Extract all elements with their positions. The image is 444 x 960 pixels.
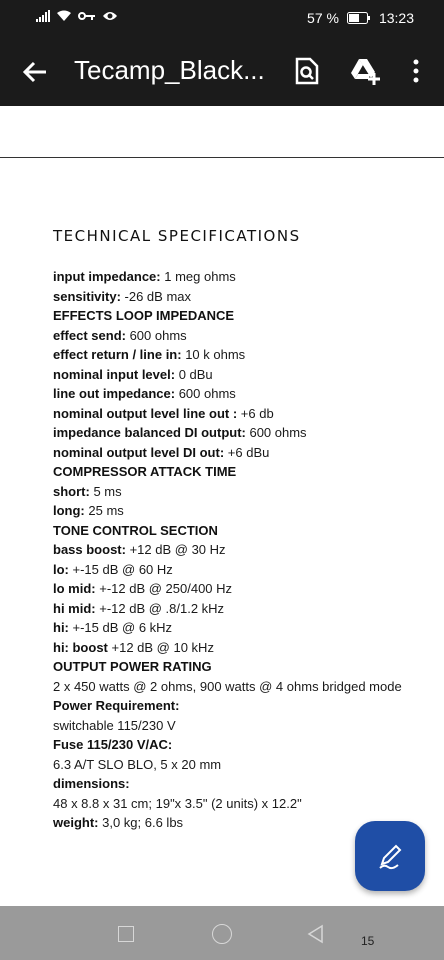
spec-line [53,677,433,697]
spec-value: 3,0 kg; 6.6 lbs [98,815,184,830]
spec-label: lo mid: [53,581,96,596]
spec-line [53,657,433,677]
page-number: 15 [361,934,375,948]
spec-line [53,599,433,619]
spec-label: lo: [53,561,69,577]
spec-value: 0 dBu [175,366,213,382]
spec-line [53,774,433,794]
spec-value: -26 dB max [120,288,192,304]
spec-label: hi mid: [53,600,96,616]
clock: 13:23 [378,10,414,26]
spec-label: sensitivity: [53,288,121,304]
section-title: TECHNICAL SPECIFICATIONS [53,227,301,245]
home-circle-icon[interactable] [212,924,232,944]
spec-value: +6 dBu [224,444,270,460]
spec-line [53,404,433,424]
system-nav-bar [0,906,444,960]
spec-line [53,735,433,755]
spec-label: long: [53,503,85,518]
spec-value: +6 db [237,405,274,421]
spec-label: effect return / line in: [53,347,182,362]
spec-value: 48 x 8.8 x 31 cm; 19"x 3.5" (2 units) x 12.2" [53,795,302,811]
spec-label: TONE CONTROL SECTION [53,522,218,538]
edit-fab-button[interactable] [355,821,425,891]
spec-line [53,540,433,560]
spec-line [53,579,433,599]
spec-line [53,384,433,404]
spec-label: hi: [53,620,69,635]
spec-line [53,287,433,307]
spec-value: +-12 dB @ 250/400 Hz [95,581,233,596]
spec-label: nominal input level: [53,366,176,382]
spec-value: 1 meg ohms [160,269,236,284]
spec-line [53,443,433,463]
status-icons-left [36,10,118,22]
spec-label: weight: [53,815,99,830]
spec-value: 6.3 A/T SLO BLO, 5 x 20 mm [53,756,222,772]
spec-label: COMPRESSOR ATTACK TIME [53,464,237,479]
spec-value: 2 x 450 watts @ 2 ohms, 900 watts @ 4 ohms bridged mode [53,678,402,694]
eye-icon [102,10,118,22]
document-page[interactable] [0,106,444,906]
spec-line [53,794,433,814]
spec-line [53,462,433,482]
spec-line [53,618,433,638]
spec-label: input impedance: [53,269,161,284]
spec-line [53,267,433,287]
page-divider [0,157,444,158]
app-bar [0,36,444,106]
spec-line [53,365,433,385]
spec-line [53,696,433,716]
spec-value: 600 ohms [175,386,236,401]
drive-add-icon[interactable] [350,57,380,85]
wifi-icon [56,10,72,22]
spec-label: bass boost: [53,542,126,557]
spec-label: nominal output level DI out: [53,444,225,460]
spec-label: hi: boost [53,639,108,655]
spec-label: Power Requirement: [53,698,180,713]
spec-line [53,306,433,326]
spec-list [53,267,433,833]
status-bar [0,0,444,36]
spec-value: +-15 dB @ 60 Hz [68,561,173,577]
recents-square-icon[interactable] [118,926,134,942]
spec-line [53,638,433,658]
spec-value: 25 ms [84,503,124,518]
battery-icon [347,12,371,24]
spec-label: line out impedance: [53,386,176,401]
spec-line [53,521,433,541]
document-title: Tecamp_Black... [74,55,265,85]
spec-line [53,716,433,736]
spec-value: +-15 dB @ 6 kHz [68,620,173,635]
back-arrow-icon[interactable] [20,57,50,87]
battery-percent: 57 % [307,10,339,26]
spec-value: +12 dB @ 10 kHz [107,639,214,655]
spec-value: +-12 dB @ .8/1.2 kHz [95,600,225,616]
spec-line [53,482,433,502]
spec-label: Fuse 115/230 V/AC: [53,737,173,752]
spec-label: effect send: [53,327,126,343]
spec-label: EFFECTS LOOP IMPEDANCE [53,308,235,323]
spec-line [53,423,433,443]
spec-value: switchable 115/230 V [53,717,176,733]
spec-line [53,560,433,580]
spec-label: short: [53,483,90,499]
document-search-icon[interactable] [293,57,321,85]
spec-value: 600 ohms [245,425,307,440]
spec-label: OUTPUT POWER RATING [53,659,212,674]
spec-line [53,755,433,775]
spec-value: 10 k ohms [181,347,246,362]
back-triangle-icon[interactable] [306,924,324,944]
spec-label: impedance balanced DI output: [53,425,246,440]
more-vertical-icon[interactable] [408,57,424,85]
spec-value: 600 ohms [125,327,187,343]
status-icons-right [307,10,414,26]
spec-value: +12 dB @ 30 Hz [125,542,226,557]
spec-label: dimensions: [53,776,130,791]
spec-line [53,326,433,346]
key-icon [78,11,96,21]
spec-label: nominal output level line out : [53,405,238,421]
spec-line [53,501,433,521]
spec-line [53,345,433,365]
signal-icon [36,10,50,22]
edit-pen-icon [376,842,404,870]
spec-value: 5 ms [89,483,122,499]
